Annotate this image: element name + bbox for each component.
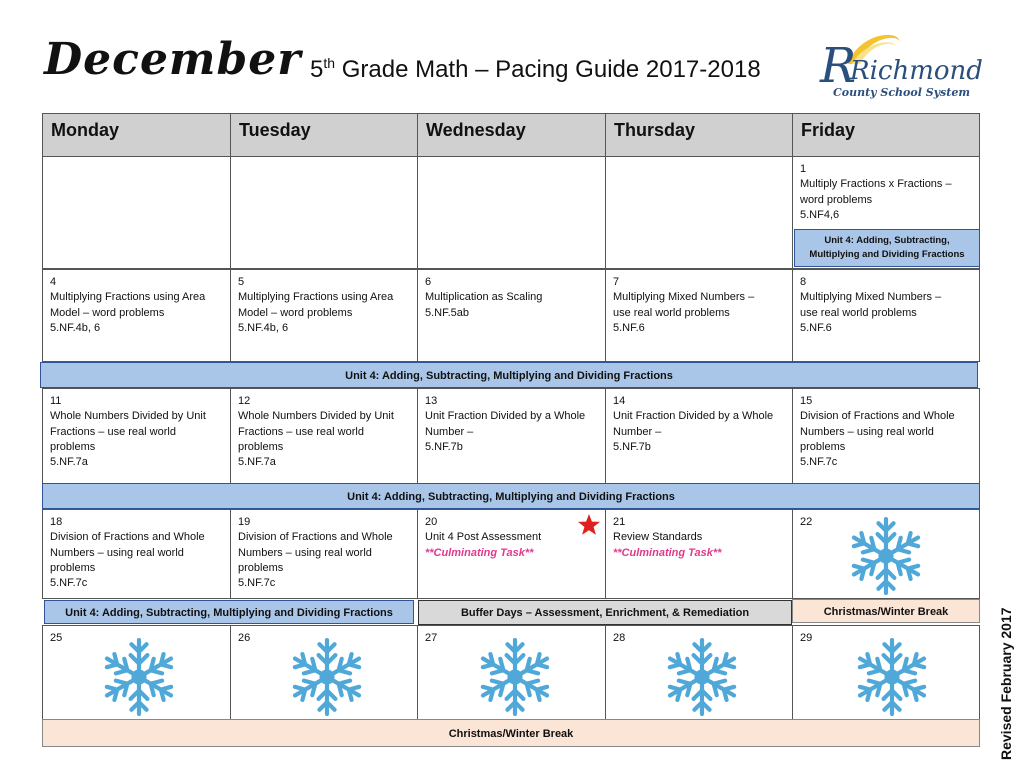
day-cell bbox=[417, 156, 606, 269]
lesson-text: problems bbox=[238, 440, 284, 453]
day-cell bbox=[792, 388, 980, 484]
day-number: 27 bbox=[425, 632, 438, 644]
lesson-text: Division of Fractions and Whole bbox=[800, 410, 955, 423]
day-number: 12 bbox=[238, 395, 251, 407]
day-cell bbox=[605, 388, 794, 484]
lesson-text: Multiplication as Scaling bbox=[425, 291, 543, 304]
snowflake-icon bbox=[844, 514, 928, 598]
lesson-text: 5.NF.5ab bbox=[425, 306, 470, 319]
day-cell bbox=[605, 269, 794, 362]
day-cell bbox=[417, 269, 606, 362]
buffer-bar: Buffer Days – Assessment, Enrichment, & Remediation bbox=[418, 600, 792, 625]
snowflake-icon bbox=[285, 635, 369, 719]
day-cell bbox=[42, 509, 231, 599]
day-number: 25 bbox=[50, 632, 63, 644]
unit-bar bbox=[794, 229, 980, 267]
lesson-text: 5.NF.7b bbox=[425, 440, 463, 453]
day-number: 21 bbox=[613, 516, 626, 528]
lesson-text: 5.NF.6 bbox=[613, 321, 645, 334]
weekday-header-friday: Friday bbox=[792, 113, 980, 157]
lesson-text: 5.NF.7a bbox=[238, 456, 276, 469]
day-number: 22 bbox=[800, 516, 813, 528]
day-number: 20 bbox=[425, 516, 438, 528]
day-number: 19 bbox=[238, 516, 251, 528]
lesson-text: Multiplying Fractions using Area bbox=[50, 291, 206, 304]
lesson-text: Multiplying Fractions using Area bbox=[238, 291, 394, 304]
day-cell bbox=[42, 269, 231, 362]
lesson-text: Numbers – using real world bbox=[50, 546, 184, 559]
lesson-text: Division of Fractions and Whole bbox=[50, 531, 205, 544]
day-number: 28 bbox=[613, 632, 626, 644]
lesson-text: Review Standards bbox=[613, 531, 703, 544]
lesson-text: Multiply Fractions x Fractions – bbox=[800, 178, 952, 191]
logo-subtitle: County School System bbox=[833, 86, 970, 99]
svg-text:R: R bbox=[820, 38, 857, 94]
lesson-text: use real world problems bbox=[800, 306, 917, 319]
lesson-text: problems bbox=[800, 440, 846, 453]
day-number: 5 bbox=[238, 276, 245, 288]
day-number: 18 bbox=[50, 516, 63, 528]
snowflake-icon bbox=[660, 635, 744, 719]
day-number: 6 bbox=[425, 276, 432, 288]
weekday-header-wednesday: Wednesday bbox=[417, 113, 606, 157]
weekday-header-monday: Monday bbox=[42, 113, 231, 157]
day-cell bbox=[42, 156, 231, 269]
day-cell bbox=[605, 156, 794, 269]
lesson-text: 5.NF4,6 bbox=[800, 208, 840, 221]
title-text: Grade Math – Pacing Guide 2017-2018 bbox=[335, 56, 761, 83]
day-cell bbox=[230, 269, 419, 362]
lesson-text: 5.NF.7c bbox=[50, 577, 88, 590]
day-cell bbox=[417, 388, 606, 484]
lesson-text: Numbers – using real world bbox=[800, 425, 934, 438]
unit-bar: Unit 4: Adding, Subtracting, Multiplying and Dividing Fractions bbox=[44, 600, 414, 624]
lesson-text: use real world problems bbox=[613, 306, 730, 319]
lesson-text: 5.NF.7c bbox=[800, 456, 838, 469]
culminating-task-label: **Culminating Task** bbox=[425, 546, 534, 559]
break-bar: Christmas/Winter Break bbox=[42, 719, 980, 747]
lesson-text: problems bbox=[238, 561, 284, 574]
day-number: 29 bbox=[800, 632, 813, 644]
bar-text: Multiplying and Dividing Fractions bbox=[809, 249, 965, 260]
lesson-text: Unit Fraction Divided by a Whole bbox=[613, 410, 774, 423]
day-number: 14 bbox=[613, 395, 626, 407]
day-number: 8 bbox=[800, 276, 807, 288]
lesson-text: 5.NF.6 bbox=[800, 321, 832, 334]
lesson-text: Unit Fraction Divided by a Whole bbox=[425, 410, 586, 423]
lesson-text: problems bbox=[50, 561, 96, 574]
day-number: 15 bbox=[800, 395, 813, 407]
lesson-text: Model – word problems bbox=[238, 306, 353, 319]
lesson-text: Division of Fractions and Whole bbox=[238, 531, 393, 544]
lesson-text: Number – bbox=[425, 425, 474, 438]
month-title: December bbox=[44, 34, 302, 85]
day-number: 26 bbox=[238, 632, 251, 644]
lesson-text: Fractions – use real world bbox=[238, 425, 364, 438]
weekday-header-thursday: Thursday bbox=[605, 113, 794, 157]
day-cell bbox=[230, 156, 419, 269]
lesson-text: 5.NF.7a bbox=[50, 456, 88, 469]
calendar-grid bbox=[42, 113, 980, 747]
day-number: 1 bbox=[800, 163, 807, 175]
lesson-text: Fractions – use real world bbox=[50, 425, 176, 438]
grade-number: 5 bbox=[310, 56, 324, 83]
day-number: 4 bbox=[50, 276, 57, 288]
lesson-text: word problems bbox=[800, 193, 873, 206]
lesson-text: Multiplying Mixed Numbers – bbox=[613, 291, 755, 304]
lesson-text: 5.NF.7b bbox=[613, 440, 651, 453]
day-cell bbox=[42, 388, 231, 484]
snowflake-icon bbox=[97, 635, 181, 719]
snowflake-icon bbox=[850, 635, 934, 719]
day-cell bbox=[230, 509, 419, 599]
logo-name: Richmond bbox=[850, 56, 983, 86]
lesson-text: Model – word problems bbox=[50, 306, 165, 319]
day-cell bbox=[605, 509, 794, 599]
bar-text: Unit 4: Adding, Subtracting, bbox=[824, 235, 950, 246]
day-cell bbox=[230, 388, 419, 484]
break-bar: Christmas/Winter Break bbox=[792, 599, 980, 623]
lesson-text: Number – bbox=[613, 425, 662, 438]
lesson-text: Unit 4 Post Assessment bbox=[425, 531, 542, 544]
lesson-text: Numbers – using real world bbox=[238, 546, 372, 559]
lesson-text: 5.NF.7c bbox=[238, 577, 276, 590]
weekday-header-tuesday: Tuesday bbox=[230, 113, 419, 157]
day-cell bbox=[792, 269, 980, 362]
unit-bar: Unit 4: Adding, Subtracting, Multiplying and Dividing Fractions bbox=[42, 483, 980, 509]
snowflake-icon bbox=[473, 635, 557, 719]
unit-bar: Unit 4: Adding, Subtracting, Multiplying and Dividing Fractions bbox=[40, 362, 978, 388]
lesson-text: Multiplying Mixed Numbers – bbox=[800, 291, 942, 304]
page-title bbox=[310, 55, 761, 84]
culminating-task-label: **Culminating Task** bbox=[613, 546, 722, 559]
lesson-text: Whole Numbers Divided by Unit bbox=[50, 410, 206, 423]
lesson-text: 5.NF.4b, 6 bbox=[238, 321, 289, 334]
lesson-text: 5.NF.4b, 6 bbox=[50, 321, 101, 334]
lesson-text: problems bbox=[50, 440, 96, 453]
grade-suffix: th bbox=[323, 55, 336, 71]
day-number: 7 bbox=[613, 276, 620, 288]
day-number: 13 bbox=[425, 395, 438, 407]
day-number: 11 bbox=[50, 395, 62, 407]
star-icon bbox=[577, 513, 601, 537]
revised-note: Revised February 2017 bbox=[998, 607, 1014, 760]
lesson-text: Whole Numbers Divided by Unit bbox=[238, 410, 394, 423]
